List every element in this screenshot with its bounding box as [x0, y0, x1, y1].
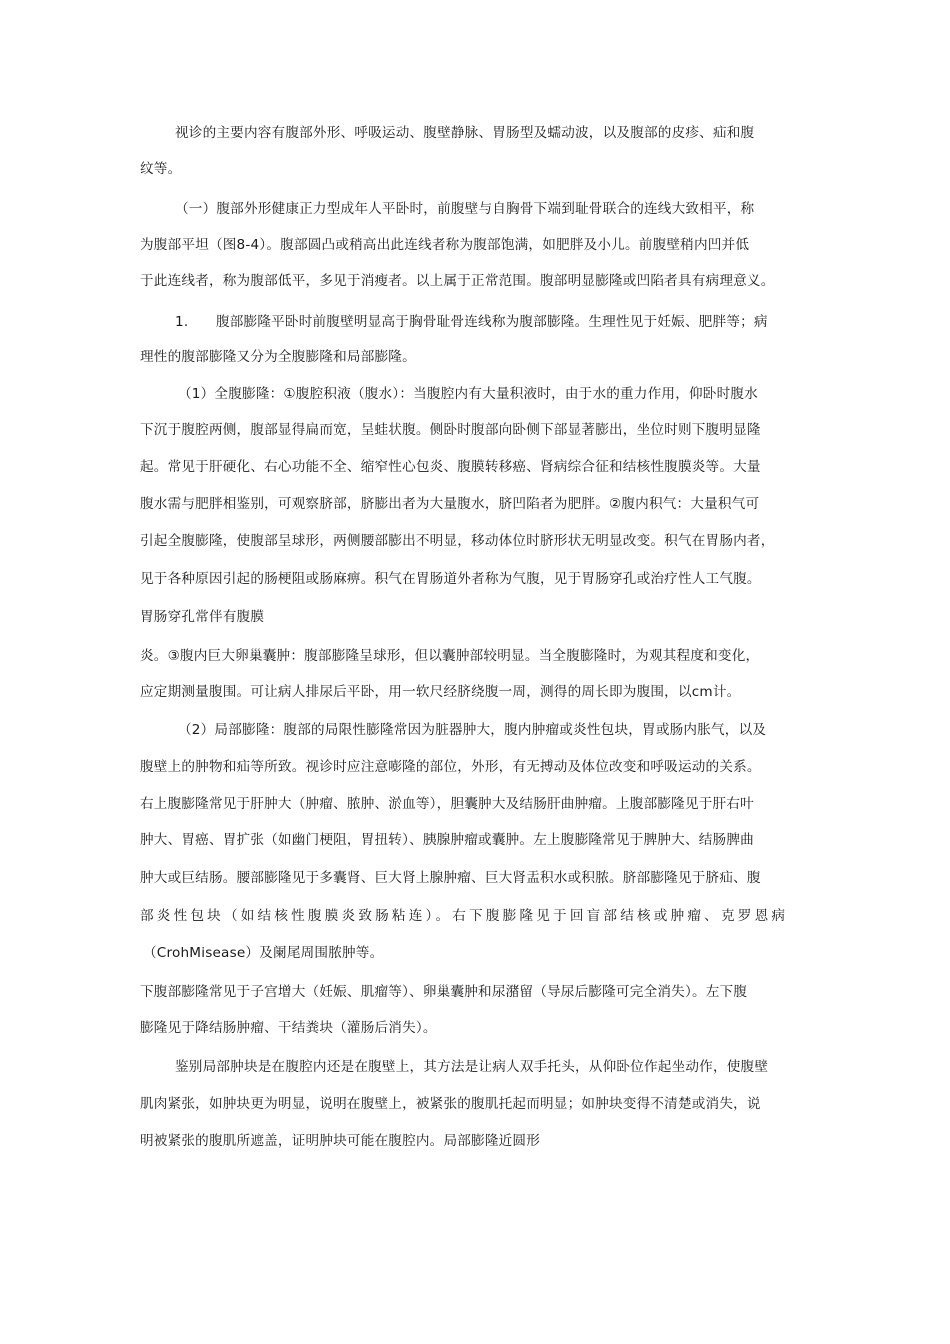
text-line: 纹等。: [140, 161, 182, 177]
text-line: 鉴别局部肿块是在腹腔内还是在腹壁上，其方法是让病人双手托头，从仰卧位作起坐动作，使腹壁: [175, 1059, 769, 1075]
text-line: 肿大、胃癌、胃扩张（如幽门梗阻，胃扭转）、胰腺肿瘤或囊肿。左上腹膨隆常见于脾肿大、结肠脾曲: [140, 832, 754, 848]
text-line: （1）全腹膨隆：①腹腔积液（腹水）：当腹腔内有大量积液时，由于水的重力作用，仰卧时腹水: [178, 386, 758, 402]
text-line: 为腹部平坦（图8-4）。腹部圆凸或稍高出此连线者称为腹部饱满，如肥胖及小儿。前腹壁稍内凹并低: [140, 237, 750, 253]
text-line: （2）局部膨隆：腹部的局限性膨隆常因为脏器肿大，腹内肿瘤或炎性包块，胃或肠内胀气，以及: [178, 722, 767, 738]
text-line: 下沉于腹腔两侧，腹部显得扁而宽，呈蛙状腹。侧卧时腹部向卧侧下部显著膨出，坐位时则下腹明显隆: [140, 422, 761, 438]
text-line: 腹水需与肥胖相鉴别，可观察脐部，脐膨出者为大量腹水，脐凹陷者为肥胖。②腹内积气：大量积气可: [140, 496, 760, 512]
text-line: 视诊的主要内容有腹部外形、呼吸运动、腹壁静脉、胃肠型及蠕动波，以及腹部的皮疹、疝和腹: [175, 125, 755, 141]
text-line: （一）腹部外形健康正力型成年人平卧时，前腹壁与自胸骨下端到耻骨联合的连线大致相平，称: [175, 201, 755, 217]
text-line: 于此连线者，称为腹部低平，多见于消瘦者。以上属于正常范围。腹部明显膨隆或凹陷者具有病理意义。: [140, 273, 775, 289]
text-line: 部炎性包块（如结核性腹膜炎致肠粘连）。右下腹膨隆见于回盲部结核或肿瘤、克罗恩病: [140, 908, 789, 924]
text-line: 明被紧张的腹肌所遮盖，证明肿块可能在腹腔内。局部膨隆近圆形: [140, 1133, 541, 1149]
text-line: 炎。③腹内巨大卵巢囊肿：腹部膨隆呈球形，但以囊肿部较明显。当全腹膨隆时，为观其程度和变化，: [140, 648, 760, 664]
text-line: 见于各种原因引起的肠梗阻或肠麻痹。积气在胃肠道外者称为气腹，见于胃肠穿孔或治疗性人工气腹。: [140, 571, 761, 587]
text-line: 腹壁上的肿物和疝等所致。视诊时应注意嘭隆的部位，外形，有无搏动及体位改变和呼吸运动的关系。: [140, 759, 761, 775]
text-line: （CrohMisease）及阑尾周围脓肿等。: [143, 945, 384, 961]
text-line: 肿大或巨结肠。腰部膨隆见于多囊肾、巨大肾上腺肿瘤、巨大肾盂积水或积脓。脐部膨隆见于脐疝、腹: [140, 870, 761, 886]
text-line: 右上腹膨隆常见于肝肿大（肿瘤、脓肿、淤血等），胆囊肿大及结肠肝曲肿瘤。上腹部膨隆见于肝右叶: [140, 796, 754, 812]
text-line: 膨隆见于降结肠肿瘤、干结粪块（灌肠后消失）。: [140, 1020, 437, 1036]
text-line: 下腹部膨隆常见于子宫增大（妊娠、肌瘤等）、卵巢囊肿和尿潴留（导尿后膨隆可完全消失）。左下腹: [140, 984, 748, 1000]
text-line: 理性的腹部膨隆又分为全腹膨隆和局部膨隆。: [140, 349, 416, 365]
text-line: 胃肠穿孔常伴有腹膜: [140, 609, 265, 625]
text-line: 起。常见于肝硬化、右心功能不全、缩窄性心包炎、腹膜转移癌、肾病综合征和结核性腹膜炎等。大量: [140, 459, 761, 475]
text-line: 肌肉紧张，如肿块更为明显，说明在腹壁上，被紧张的腹肌托起而明显；如肿块变得不清楚或消失，说: [140, 1096, 761, 1112]
text-line: 1. 腹部膨隆平卧时前腹壁明显高于胸骨耻骨连线称为腹部膨隆。生理性见于妊娠、肥胖等；病: [175, 314, 768, 330]
text-line: 应定期测量腹围。可让病人排尿后平卧，用一软尺经脐绕腹一周，测得的周长即为腹围，以cm计。: [140, 684, 741, 700]
text-line: 引起全腹膨隆，使腹部呈球形，两侧腰部膨出不明显，移动体位时脐形状无明显改变。积气在胃肠内者，: [140, 533, 775, 549]
